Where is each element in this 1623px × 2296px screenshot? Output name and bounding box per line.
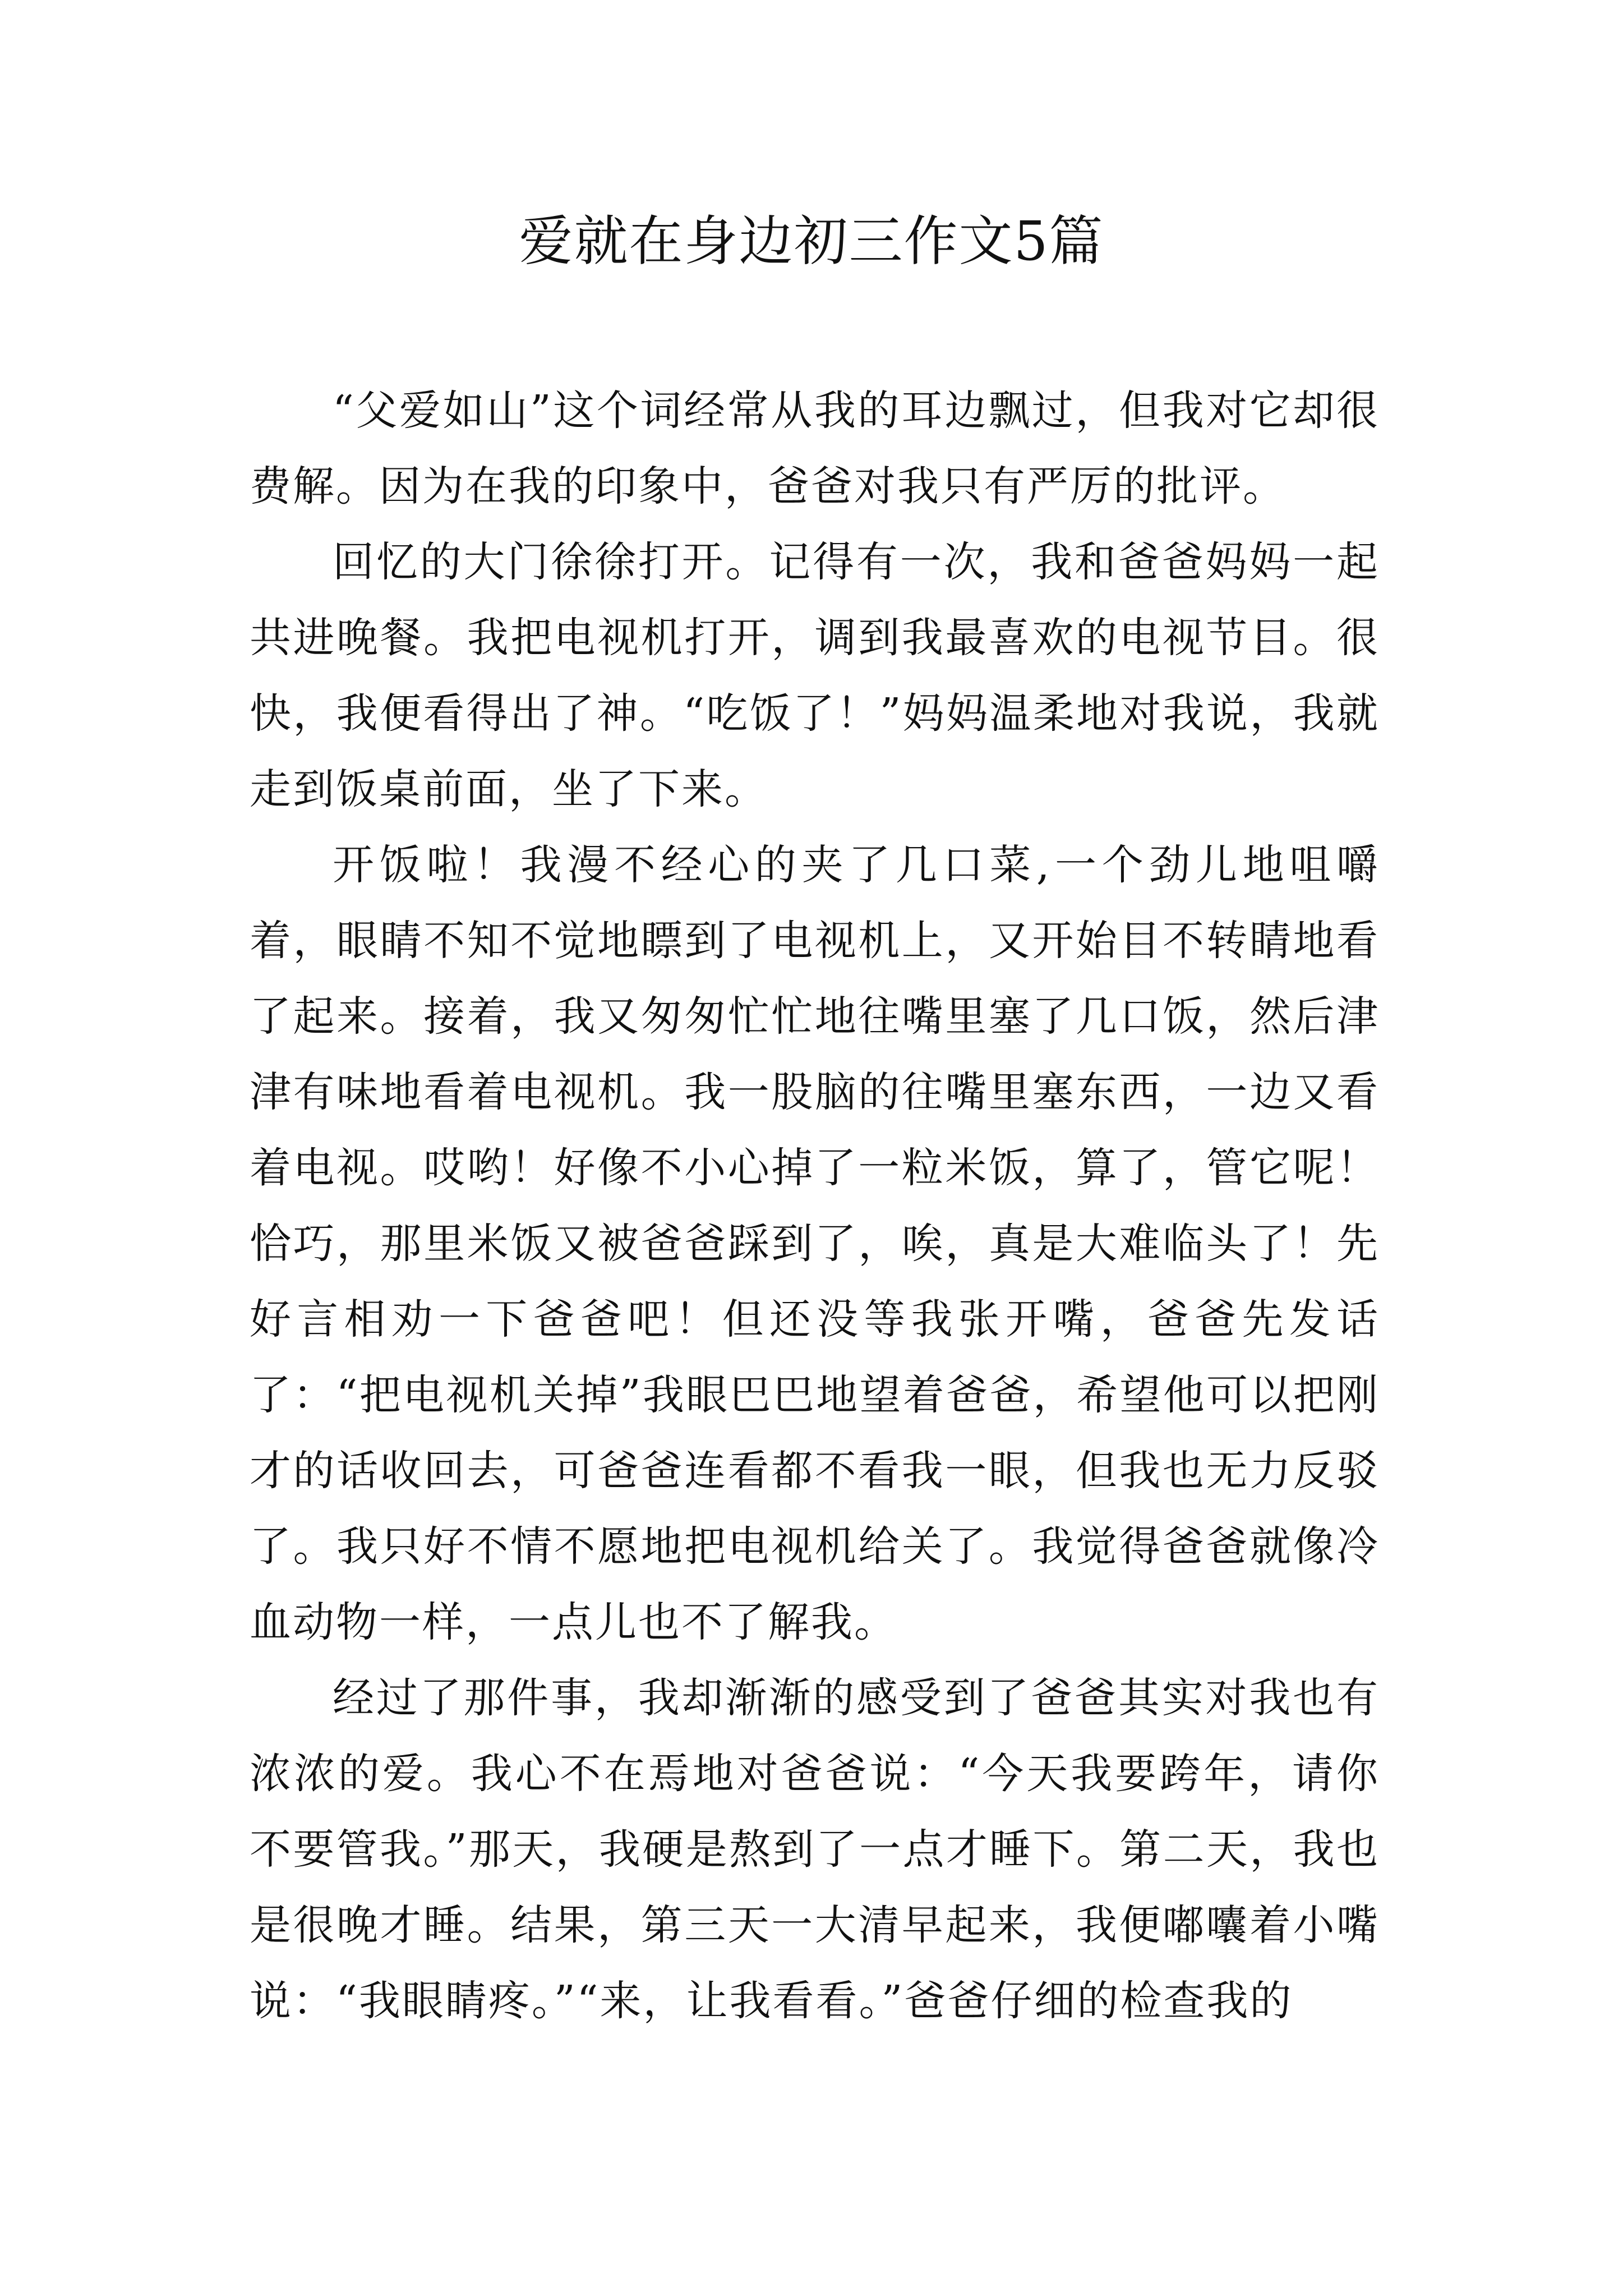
paragraph-4: 经过了那件事，我却渐渐的感受到了爸爸其实对我也有浓浓的爱。我心不在焉地对爸爸说：“今天我要跨年，请你不要管我。”那天，我硬是熬到了一点才睡下。第二天，我也是很晚才睡。结果，第三天一大清早起来，我便嘟囔着小嘴说：“我眼睛疼。”“来，让我看看。”爸爸仔细的检查我的 (250, 1674, 1380, 2025)
paragraph-2: 回忆的大门徐徐打开。记得有一次，我和爸爸妈妈一起共进晚餐。我把电视机打开，调到我最喜欢的电视节目。很快，我便看得出了神。“吃饭了！”妈妈温柔地对我说，我就走到饭桌前面，坐了下来。 (250, 538, 1380, 813)
document-title: 爱就在身边初三作文5篇 (519, 210, 1104, 273)
paragraph-1: “父爱如山”这个词经常从我的耳边飘过，但我对它却很费解。因为在我的印象中，爸爸对我只有严厉的批评。 (250, 386, 1380, 510)
paragraph-3: 开饭啦！我漫不经心的夹了几口菜,一个劲儿地咀嚼着，眼睛不知不觉地瞟到了电视机上，又开始目不转睛地看了起来。接着，我又匆匆忙忙地往嘴里塞了几口饭，然后津津有味地看着电视机。我一股脑的往嘴里塞东西，一边又看着电视。哎哟！好像不小心掉了一粒米饭，算了，管它呢！恰巧，那里米饭又被爸爸踩到了，唉，真是大难临头了！先好言相劝一下爸爸吧！但还没等我张开嘴，爸爸先发话了：“把电视机关掉”我眼巴巴地望着爸爸，希望他可以把刚才的话收回去，可爸爸连看都不看我一眼，但我也无力反驳了。我只好不情不愿地把电视机给关了。我觉得爸爸就像冷血动物一样，一点儿也不了解我。 (250, 841, 1380, 1646)
document-body (250, 373, 1380, 2039)
